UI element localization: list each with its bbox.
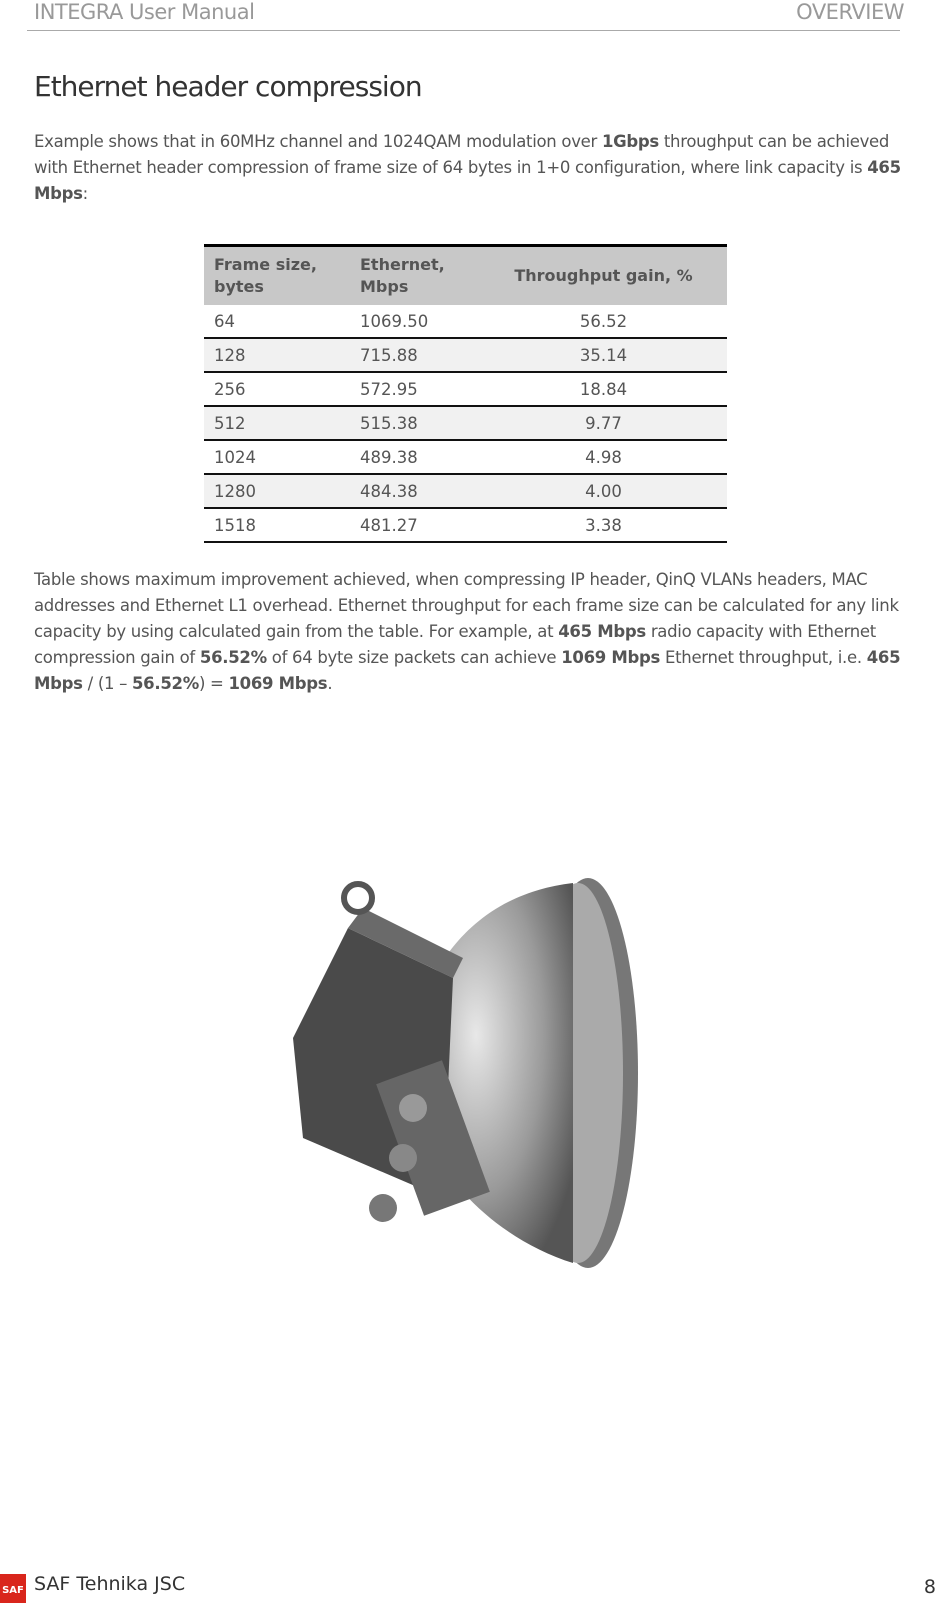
ethernet-cell: 484.38 [350,474,480,508]
gain-cell: 35.14 [480,338,727,372]
gain-cell: 4.98 [480,440,727,474]
footer-company: SAF Tehnika JSC [34,1573,186,1595]
frame-size-cell: 1518 [204,508,350,542]
ethernet-cell: 515.38 [350,406,480,440]
frame-size-cell: 256 [204,372,350,406]
frame-size-cell: 128 [204,338,350,372]
gain-cell: 3.38 [480,508,727,542]
table-row [204,305,727,338]
table-row [204,406,727,440]
table-row [204,474,727,508]
header-section: OVERVIEW [796,0,904,24]
col-header-gain: Throughput gain, % [480,246,727,306]
frame-size-cell: 64 [204,305,350,338]
gain-cell: 56.52 [480,305,727,338]
explanation-paragraph: Table shows maximum improvement achieved, when compressing IP header, QinQ VLANs headers, MAC addresses and Ethernet L1 overhead. Ethernet throughput for each frame size can be calculated for any link capacity by using calculated gain from the table. For example, at 465 Mbps radio capacity with Ethernet compression gain of 56.52% of 64 byte size packets can achieve 1069 Mbps Ethernet throughput, i.e. 465 Mbps / (1 – 56.52%) = 1069 Mbps. [34,570,901,693]
col-header-ethernet: Ethernet, Mbps [350,246,480,306]
col-header-frame-size: Frame size, bytes [204,246,350,306]
gain-cell: 9.77 [480,406,727,440]
ethernet-cell: 572.95 [350,372,480,406]
intro-paragraph: Example shows that in 60MHz channel and 1024QAM modulation over 1Gbps throughput can be achieved with Ethernet header compression of frame size of 64 bytes in 1+0 configuration, where link capacity is 465 Mbps: [34,132,901,203]
section-title: Ethernet header compression [34,70,422,103]
header-divider [27,30,900,31]
table-row [204,372,727,406]
page-number: 8 [923,1576,936,1598]
frame-size-cell: 512 [204,406,350,440]
table-row [204,508,727,542]
antenna-product-image [293,868,653,1278]
ethernet-cell: 489.38 [350,440,480,474]
table-row [204,338,727,372]
saf-logo: SAF [0,1574,26,1603]
ethernet-cell: 715.88 [350,338,480,372]
ethernet-cell: 1069.50 [350,305,480,338]
gain-cell: 4.00 [480,474,727,508]
frame-size-cell: 1280 [204,474,350,508]
header-title: INTEGRA User Manual [34,0,255,24]
table-row [204,440,727,474]
throughput-table [204,244,727,543]
ethernet-cell: 481.27 [350,508,480,542]
gain-cell: 18.84 [480,372,727,406]
frame-size-cell: 1024 [204,440,350,474]
